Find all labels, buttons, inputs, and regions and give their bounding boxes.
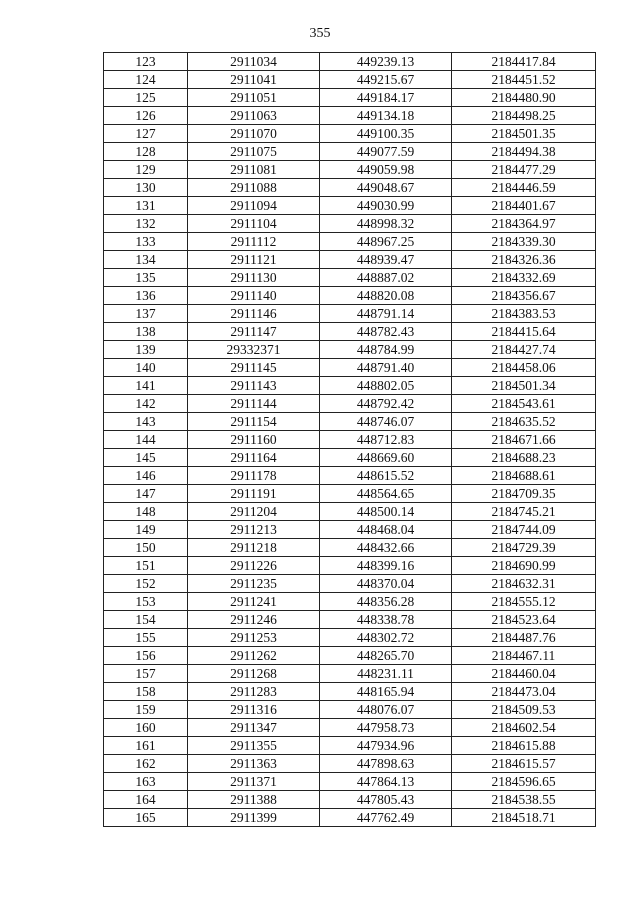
table-row [104,341,596,359]
y-coordinate-cell: 2184632.31 [452,575,596,593]
point-number-cell: 156 [104,647,188,665]
point-id-cell: 2911388 [188,791,320,809]
table-row [104,539,596,557]
point-id-cell: 2911235 [188,575,320,593]
point-number-cell: 149 [104,521,188,539]
point-number-cell: 154 [104,611,188,629]
point-number-cell: 165 [104,809,188,827]
x-coordinate-cell: 448782.43 [320,323,452,341]
point-number-cell: 125 [104,89,188,107]
table-row [104,377,596,395]
table-row [104,575,596,593]
point-id-cell: 2911104 [188,215,320,233]
point-id-cell: 2911241 [188,593,320,611]
point-number-cell: 146 [104,467,188,485]
point-number-cell: 148 [104,503,188,521]
x-coordinate-cell: 448939.47 [320,251,452,269]
table-row [104,611,596,629]
table-row [104,485,596,503]
point-number-cell: 164 [104,791,188,809]
point-id-cell: 2911218 [188,539,320,557]
y-coordinate-cell: 2184326.36 [452,251,596,269]
point-id-cell: 2911146 [188,305,320,323]
point-id-cell: 2911268 [188,665,320,683]
point-number-cell: 161 [104,737,188,755]
x-coordinate-cell: 448265.70 [320,647,452,665]
x-coordinate-cell: 449184.17 [320,89,452,107]
point-id-cell: 2911094 [188,197,320,215]
y-coordinate-cell: 2184690.99 [452,557,596,575]
point-id-cell: 2911140 [188,287,320,305]
point-number-cell: 150 [104,539,188,557]
x-coordinate-cell: 449239.13 [320,53,452,71]
point-number-cell: 129 [104,161,188,179]
point-number-cell: 133 [104,233,188,251]
point-number-cell: 136 [104,287,188,305]
point-id-cell: 2911145 [188,359,320,377]
table-row [104,593,596,611]
point-id-cell: 2911191 [188,485,320,503]
y-coordinate-cell: 2184501.34 [452,377,596,395]
point-id-cell: 2911147 [188,323,320,341]
y-coordinate-cell: 2184596.65 [452,773,596,791]
point-id-cell: 2911051 [188,89,320,107]
point-number-cell: 157 [104,665,188,683]
y-coordinate-cell: 2184467.11 [452,647,596,665]
point-id-cell: 2911226 [188,557,320,575]
point-id-cell: 2911112 [188,233,320,251]
y-coordinate-cell: 2184538.55 [452,791,596,809]
x-coordinate-cell: 448669.60 [320,449,452,467]
point-id-cell: 29332371 [188,341,320,359]
point-number-cell: 137 [104,305,188,323]
point-id-cell: 2911213 [188,521,320,539]
table-row [104,629,596,647]
y-coordinate-cell: 2184487.76 [452,629,596,647]
y-coordinate-cell: 2184615.88 [452,737,596,755]
x-coordinate-cell: 448820.08 [320,287,452,305]
table-row [104,107,596,125]
x-coordinate-cell: 448791.40 [320,359,452,377]
table-row [104,233,596,251]
point-id-cell: 2911154 [188,413,320,431]
x-coordinate-cell: 448231.11 [320,665,452,683]
x-coordinate-cell: 448432.66 [320,539,452,557]
point-number-cell: 135 [104,269,188,287]
y-coordinate-cell: 2184477.29 [452,161,596,179]
table-row [104,665,596,683]
y-coordinate-cell: 2184523.64 [452,611,596,629]
table-row [104,521,596,539]
table-row [104,395,596,413]
x-coordinate-cell: 448746.07 [320,413,452,431]
y-coordinate-cell: 2184356.67 [452,287,596,305]
point-id-cell: 2911316 [188,701,320,719]
x-coordinate-cell: 449059.98 [320,161,452,179]
table-row [104,359,596,377]
point-id-cell: 2911399 [188,809,320,827]
x-coordinate-cell: 449134.18 [320,107,452,125]
y-coordinate-cell: 2184555.12 [452,593,596,611]
y-coordinate-cell: 2184615.57 [452,755,596,773]
table-row [104,431,596,449]
x-coordinate-cell: 447958.73 [320,719,452,737]
table-row [104,251,596,269]
point-number-cell: 153 [104,593,188,611]
x-coordinate-cell: 447934.96 [320,737,452,755]
x-coordinate-cell: 447864.13 [320,773,452,791]
table-row [104,647,596,665]
y-coordinate-cell: 2184417.84 [452,53,596,71]
y-coordinate-cell: 2184383.53 [452,305,596,323]
x-coordinate-cell: 448998.32 [320,215,452,233]
y-coordinate-cell: 2184635.52 [452,413,596,431]
y-coordinate-cell: 2184688.23 [452,449,596,467]
x-coordinate-cell: 447805.43 [320,791,452,809]
y-coordinate-cell: 2184729.39 [452,539,596,557]
table-row [104,737,596,755]
point-id-cell: 2911371 [188,773,320,791]
x-coordinate-cell: 449077.59 [320,143,452,161]
point-number-cell: 163 [104,773,188,791]
table-row [104,197,596,215]
table-row [104,503,596,521]
x-coordinate-cell: 448802.05 [320,377,452,395]
point-number-cell: 134 [104,251,188,269]
point-number-cell: 138 [104,323,188,341]
point-number-cell: 159 [104,701,188,719]
x-coordinate-cell: 448712.83 [320,431,452,449]
point-id-cell: 2911070 [188,125,320,143]
table-row [104,53,596,71]
x-coordinate-cell: 447898.63 [320,755,452,773]
coordinates-table [103,52,596,827]
x-coordinate-cell: 448564.65 [320,485,452,503]
table-row [104,683,596,701]
point-id-cell: 2911164 [188,449,320,467]
y-coordinate-cell: 2184671.66 [452,431,596,449]
table-row [104,323,596,341]
y-coordinate-cell: 2184332.69 [452,269,596,287]
point-id-cell: 2911144 [188,395,320,413]
x-coordinate-cell: 448165.94 [320,683,452,701]
table-row [104,89,596,107]
y-coordinate-cell: 2184745.21 [452,503,596,521]
table-row [104,143,596,161]
x-coordinate-cell: 449030.99 [320,197,452,215]
x-coordinate-cell: 448468.04 [320,521,452,539]
point-number-cell: 141 [104,377,188,395]
x-coordinate-cell: 448500.14 [320,503,452,521]
point-id-cell: 2911178 [188,467,320,485]
y-coordinate-cell: 2184543.61 [452,395,596,413]
point-number-cell: 160 [104,719,188,737]
x-coordinate-cell: 448370.04 [320,575,452,593]
y-coordinate-cell: 2184415.64 [452,323,596,341]
y-coordinate-cell: 2184364.97 [452,215,596,233]
point-id-cell: 2911088 [188,179,320,197]
table-row [104,719,596,737]
table-row [104,125,596,143]
x-coordinate-cell: 448399.16 [320,557,452,575]
point-number-cell: 151 [104,557,188,575]
point-number-cell: 123 [104,53,188,71]
y-coordinate-cell: 2184458.06 [452,359,596,377]
y-coordinate-cell: 2184709.35 [452,485,596,503]
x-coordinate-cell: 449048.67 [320,179,452,197]
point-id-cell: 2911355 [188,737,320,755]
y-coordinate-cell: 2184494.38 [452,143,596,161]
point-id-cell: 2911204 [188,503,320,521]
y-coordinate-cell: 2184401.67 [452,197,596,215]
point-number-cell: 152 [104,575,188,593]
table-row [104,449,596,467]
y-coordinate-cell: 2184744.09 [452,521,596,539]
point-number-cell: 142 [104,395,188,413]
point-number-cell: 124 [104,71,188,89]
point-id-cell: 2911121 [188,251,320,269]
point-number-cell: 139 [104,341,188,359]
x-coordinate-cell: 448967.25 [320,233,452,251]
point-id-cell: 2911075 [188,143,320,161]
x-coordinate-cell: 449100.35 [320,125,452,143]
point-id-cell: 2911246 [188,611,320,629]
page-number: 355 [309,26,331,41]
point-number-cell: 158 [104,683,188,701]
x-coordinate-cell: 448887.02 [320,269,452,287]
point-id-cell: 2911130 [188,269,320,287]
point-id-cell: 2911034 [188,53,320,71]
y-coordinate-cell: 2184518.71 [452,809,596,827]
point-id-cell: 2911143 [188,377,320,395]
y-coordinate-cell: 2184602.54 [452,719,596,737]
table-row [104,773,596,791]
point-number-cell: 143 [104,413,188,431]
point-id-cell: 2911283 [188,683,320,701]
point-number-cell: 131 [104,197,188,215]
table-row [104,179,596,197]
y-coordinate-cell: 2184446.59 [452,179,596,197]
table-row [104,71,596,89]
x-coordinate-cell: 448076.07 [320,701,452,719]
point-id-cell: 2911262 [188,647,320,665]
x-coordinate-cell: 447762.49 [320,809,452,827]
x-coordinate-cell: 448356.28 [320,593,452,611]
table-row [104,791,596,809]
y-coordinate-cell: 2184501.35 [452,125,596,143]
x-coordinate-cell: 448792.42 [320,395,452,413]
point-id-cell: 2911041 [188,71,320,89]
x-coordinate-cell: 448338.78 [320,611,452,629]
point-number-cell: 132 [104,215,188,233]
table-row [104,161,596,179]
x-coordinate-cell: 448791.14 [320,305,452,323]
y-coordinate-cell: 2184460.04 [452,665,596,683]
y-coordinate-cell: 2184498.25 [452,107,596,125]
table-row [104,305,596,323]
x-coordinate-cell: 448302.72 [320,629,452,647]
table-row [104,755,596,773]
y-coordinate-cell: 2184451.52 [452,71,596,89]
y-coordinate-cell: 2184427.74 [452,341,596,359]
point-id-cell: 2911347 [188,719,320,737]
point-number-cell: 126 [104,107,188,125]
x-coordinate-cell: 448784.99 [320,341,452,359]
y-coordinate-cell: 2184509.53 [452,701,596,719]
table-row [104,269,596,287]
point-id-cell: 2911253 [188,629,320,647]
table-row [104,557,596,575]
x-coordinate-cell: 448615.52 [320,467,452,485]
point-number-cell: 127 [104,125,188,143]
point-number-cell: 144 [104,431,188,449]
point-number-cell: 130 [104,179,188,197]
point-number-cell: 128 [104,143,188,161]
table-row [104,701,596,719]
y-coordinate-cell: 2184339.30 [452,233,596,251]
point-id-cell: 2911063 [188,107,320,125]
point-id-cell: 2911363 [188,755,320,773]
table-row [104,413,596,431]
point-number-cell: 162 [104,755,188,773]
point-number-cell: 147 [104,485,188,503]
table-row [104,215,596,233]
point-number-cell: 155 [104,629,188,647]
point-id-cell: 2911081 [188,161,320,179]
table-row [104,809,596,827]
y-coordinate-cell: 2184480.90 [452,89,596,107]
table-row [104,287,596,305]
y-coordinate-cell: 2184688.61 [452,467,596,485]
y-coordinate-cell: 2184473.04 [452,683,596,701]
table-row [104,467,596,485]
x-coordinate-cell: 449215.67 [320,71,452,89]
point-number-cell: 145 [104,449,188,467]
point-id-cell: 2911160 [188,431,320,449]
coordinates-table-body [104,53,596,827]
point-number-cell: 140 [104,359,188,377]
